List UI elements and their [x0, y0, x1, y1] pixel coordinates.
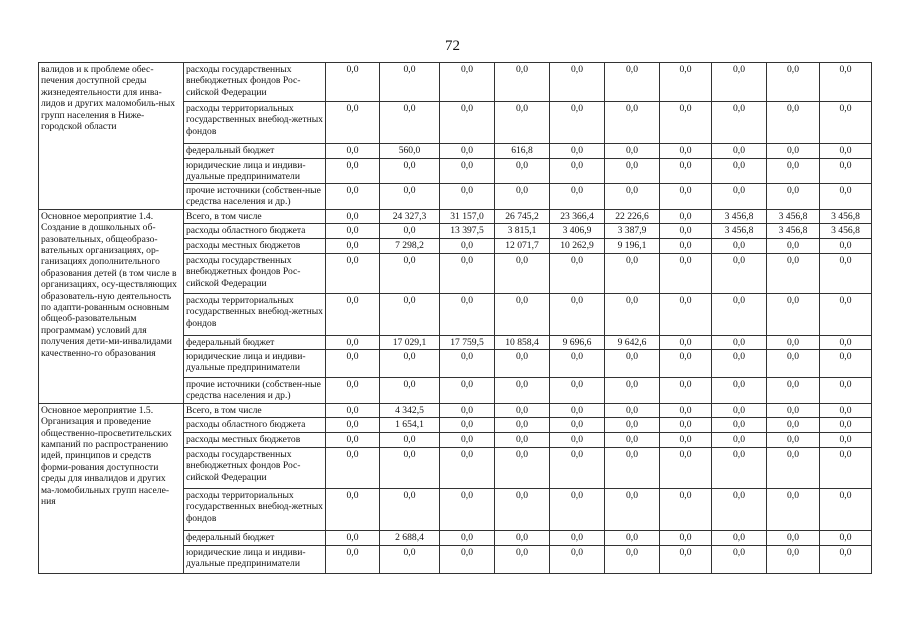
value-cell: 0,0 [550, 183, 605, 209]
value-cell: 0,0 [712, 293, 767, 335]
value-cell: 0,0 [495, 253, 550, 293]
value-cell: 3 456,8 [820, 209, 872, 223]
value-cell: 0,0 [550, 403, 605, 417]
value-cell: 0,0 [712, 349, 767, 377]
value-cell: 17 759,5 [440, 335, 495, 349]
value-cell: 0,0 [712, 335, 767, 349]
value-cell: 0,0 [660, 63, 712, 102]
value-cell: 0,0 [440, 183, 495, 209]
value-cell: 0,0 [440, 377, 495, 403]
value-cell: 0,0 [820, 238, 872, 253]
value-cell: 0,0 [326, 432, 380, 447]
value-cell: 0,0 [380, 159, 440, 184]
value-cell: 23 366,4 [550, 209, 605, 223]
value-cell: 3 456,8 [767, 223, 820, 238]
value-cell: 0,0 [495, 447, 550, 488]
value-cell: 0,0 [495, 377, 550, 403]
value-cell: 0,0 [550, 447, 605, 488]
value-cell: 0,0 [605, 144, 660, 159]
value-cell: 0,0 [495, 403, 550, 417]
value-cell: 0,0 [495, 530, 550, 545]
value-cell: 0,0 [660, 293, 712, 335]
value-cell: 12 071,7 [495, 238, 550, 253]
value-cell: 3 456,8 [712, 209, 767, 223]
value-cell: 0,0 [712, 545, 767, 573]
value-cell: 0,0 [767, 238, 820, 253]
value-cell: 0,0 [820, 545, 872, 573]
value-cell: 0,0 [440, 417, 495, 432]
value-cell: 0,0 [326, 530, 380, 545]
value-cell: 0,0 [660, 432, 712, 447]
funding-source: Всего, в том числе [184, 209, 326, 223]
value-cell: 0,0 [550, 63, 605, 102]
value-cell: 0,0 [440, 253, 495, 293]
value-cell: 0,0 [712, 488, 767, 530]
value-cell: 22 226,6 [605, 209, 660, 223]
value-cell: 0,0 [605, 63, 660, 102]
value-cell: 0,0 [380, 432, 440, 447]
funding-source: юридические лица и индиви-дуальные предприниматели [184, 349, 326, 377]
value-cell: 13 397,5 [440, 223, 495, 238]
funding-source: расходы государственных внебюджетных фондов Рос-сийской Федерации [184, 253, 326, 293]
value-cell: 0,0 [380, 377, 440, 403]
value-cell: 0,0 [326, 238, 380, 253]
value-cell: 0,0 [550, 253, 605, 293]
value-cell: 0,0 [605, 488, 660, 530]
value-cell: 0,0 [820, 159, 872, 184]
value-cell: 0,0 [380, 63, 440, 102]
value-cell: 0,0 [495, 545, 550, 573]
value-cell: 0,0 [440, 63, 495, 102]
value-cell: 0,0 [326, 253, 380, 293]
value-cell: 0,0 [660, 377, 712, 403]
value-cell: 0,0 [820, 144, 872, 159]
value-cell: 0,0 [712, 144, 767, 159]
value-cell: 0,0 [326, 488, 380, 530]
value-cell: 0,0 [820, 102, 872, 144]
value-cell: 0,0 [605, 293, 660, 335]
value-cell: 0,0 [605, 102, 660, 144]
value-cell: 0,0 [495, 293, 550, 335]
value-cell: 0,0 [767, 403, 820, 417]
value-cell: 0,0 [660, 403, 712, 417]
value-cell: 10 262,9 [550, 238, 605, 253]
value-cell: 26 745,2 [495, 209, 550, 223]
value-cell: 0,0 [605, 447, 660, 488]
value-cell: 0,0 [326, 159, 380, 184]
value-cell: 0,0 [380, 447, 440, 488]
value-cell: 24 327,3 [380, 209, 440, 223]
value-cell: 0,0 [660, 223, 712, 238]
value-cell: 0,0 [550, 545, 605, 573]
value-cell: 3 815,1 [495, 223, 550, 238]
value-cell: 0,0 [605, 530, 660, 545]
value-cell: 3 387,9 [605, 223, 660, 238]
value-cell: 0,0 [440, 488, 495, 530]
value-cell: 0,0 [767, 488, 820, 530]
funding-source: юридические лица и индиви-дуальные предприниматели [184, 159, 326, 184]
value-cell: 0,0 [326, 183, 380, 209]
value-cell: 0,0 [440, 159, 495, 184]
value-cell: 0,0 [767, 349, 820, 377]
value-cell: 4 342,5 [380, 403, 440, 417]
value-cell: 0,0 [440, 238, 495, 253]
value-cell: 3 456,8 [767, 209, 820, 223]
value-cell: 3 406,9 [550, 223, 605, 238]
table-body [39, 63, 872, 574]
value-cell: 17 029,1 [380, 335, 440, 349]
value-cell: 0,0 [767, 102, 820, 144]
value-cell: 0,0 [820, 349, 872, 377]
value-cell: 0,0 [380, 349, 440, 377]
value-cell: 0,0 [550, 432, 605, 447]
value-cell: 0,0 [326, 209, 380, 223]
value-cell: 0,0 [495, 417, 550, 432]
value-cell: 0,0 [550, 293, 605, 335]
value-cell: 0,0 [495, 159, 550, 184]
value-cell: 0,0 [660, 159, 712, 184]
activity-description: Основное мероприятие 1.4. Создание в дошкольных об-разовательных, общеобразо-вательных организациях, ор-ганизациях дополнительного образования детей (в том числе в организациях, осу-ществляющих образователь-ную деятельность по адапти-рованным основным общеоб-разовательным программам) условий для получения дети-ми-инвалидами качественно-го образования [39, 209, 184, 403]
value-cell: 0,0 [767, 63, 820, 102]
value-cell: 0,0 [660, 144, 712, 159]
value-cell: 0,0 [326, 403, 380, 417]
value-cell: 0,0 [820, 403, 872, 417]
value-cell: 0,0 [660, 253, 712, 293]
value-cell: 9 642,6 [605, 335, 660, 349]
value-cell: 0,0 [440, 144, 495, 159]
value-cell: 0,0 [440, 102, 495, 144]
value-cell: 0,0 [712, 63, 767, 102]
value-cell: 0,0 [440, 530, 495, 545]
value-cell: 0,0 [605, 417, 660, 432]
value-cell: 0,0 [820, 447, 872, 488]
value-cell: 0,0 [550, 530, 605, 545]
budget-table [38, 62, 872, 574]
value-cell: 0,0 [605, 253, 660, 293]
value-cell: 0,0 [380, 253, 440, 293]
value-cell: 0,0 [767, 447, 820, 488]
value-cell: 0,0 [550, 159, 605, 184]
funding-source: расходы местных бюджетов [184, 238, 326, 253]
value-cell: 0,0 [660, 335, 712, 349]
funding-source: прочие источники (собствен-ные средства населения и др.) [184, 183, 326, 209]
value-cell: 0,0 [712, 377, 767, 403]
value-cell: 0,0 [712, 183, 767, 209]
value-cell: 0,0 [660, 209, 712, 223]
value-cell: 2 688,4 [380, 530, 440, 545]
value-cell: 0,0 [326, 349, 380, 377]
value-cell: 1 654,1 [380, 417, 440, 432]
value-cell: 0,0 [326, 144, 380, 159]
activity-description: валидов и к проблеме обес-печения доступной среды жизнедеятельности для инва-лидов и других маломобиль-ных групп населения в Ниже-городской области [39, 63, 184, 210]
funding-source: федеральный бюджет [184, 530, 326, 545]
value-cell: 0,0 [440, 545, 495, 573]
value-cell: 0,0 [605, 159, 660, 184]
value-cell: 0,0 [660, 530, 712, 545]
value-cell: 0,0 [767, 144, 820, 159]
value-cell: 0,0 [326, 417, 380, 432]
value-cell: 9 696,6 [550, 335, 605, 349]
value-cell: 0,0 [712, 238, 767, 253]
funding-source: юридические лица и индиви-дуальные предприниматели [184, 545, 326, 573]
value-cell: 0,0 [550, 349, 605, 377]
value-cell: 0,0 [660, 102, 712, 144]
funding-source: расходы местных бюджетов [184, 432, 326, 447]
activity-description: Основное мероприятие 1.5. Организация и проведение общественно-просветительских кампаний по распространению идей, принципов и средств форми-рования доступности среды для инвалидов и других ма-ломобильных групп населе-ния [39, 403, 184, 573]
value-cell: 0,0 [820, 63, 872, 102]
value-cell: 0,0 [712, 417, 767, 432]
value-cell: 0,0 [712, 403, 767, 417]
value-cell: 0,0 [660, 238, 712, 253]
value-cell: 0,0 [820, 417, 872, 432]
value-cell: 0,0 [326, 377, 380, 403]
funding-source: федеральный бюджет [184, 335, 326, 349]
value-cell: 0,0 [605, 432, 660, 447]
value-cell: 3 456,8 [820, 223, 872, 238]
value-cell: 0,0 [712, 253, 767, 293]
value-cell: 0,0 [820, 377, 872, 403]
value-cell: 0,0 [767, 293, 820, 335]
value-cell: 0,0 [326, 102, 380, 144]
value-cell: 0,0 [380, 102, 440, 144]
value-cell: 10 858,4 [495, 335, 550, 349]
value-cell: 0,0 [605, 349, 660, 377]
value-cell: 0,0 [820, 530, 872, 545]
value-cell: 0,0 [660, 417, 712, 432]
value-cell: 0,0 [326, 447, 380, 488]
value-cell: 0,0 [550, 102, 605, 144]
value-cell: 3 456,8 [712, 223, 767, 238]
value-cell: 0,0 [495, 432, 550, 447]
funding-source: расходы областного бюджета [184, 223, 326, 238]
value-cell: 0,0 [712, 102, 767, 144]
funding-source: прочие источники (собствен-ные средства населения и др.) [184, 377, 326, 403]
value-cell: 0,0 [380, 223, 440, 238]
value-cell: 0,0 [495, 349, 550, 377]
value-cell: 0,0 [660, 349, 712, 377]
value-cell: 0,0 [380, 183, 440, 209]
value-cell: 0,0 [380, 293, 440, 335]
value-cell: 0,0 [767, 253, 820, 293]
value-cell: 0,0 [326, 545, 380, 573]
funding-source: расходы государственных внебюджетных фондов Рос-сийской Федерации [184, 63, 326, 102]
value-cell: 0,0 [767, 335, 820, 349]
value-cell: 0,0 [712, 159, 767, 184]
value-cell: 7 298,2 [380, 238, 440, 253]
value-cell: 0,0 [495, 183, 550, 209]
value-cell: 0,0 [326, 223, 380, 238]
value-cell: 0,0 [440, 403, 495, 417]
value-cell: 0,0 [440, 432, 495, 447]
value-cell: 0,0 [820, 488, 872, 530]
table-row [39, 403, 872, 417]
funding-source: расходы территориальных государственных внебюд-жетных фондов [184, 102, 326, 144]
value-cell: 560,0 [380, 144, 440, 159]
value-cell: 0,0 [712, 530, 767, 545]
value-cell: 0,0 [660, 183, 712, 209]
value-cell: 0,0 [550, 377, 605, 403]
value-cell: 0,0 [767, 159, 820, 184]
value-cell: 0,0 [820, 183, 872, 209]
value-cell: 9 196,1 [605, 238, 660, 253]
funding-source: расходы государственных внебюджетных фондов Рос-сийской Федерации [184, 447, 326, 488]
value-cell: 0,0 [767, 432, 820, 447]
value-cell: 0,0 [767, 183, 820, 209]
value-cell: 0,0 [380, 488, 440, 530]
value-cell: 0,0 [767, 377, 820, 403]
value-cell: 31 157,0 [440, 209, 495, 223]
value-cell: 0,0 [820, 293, 872, 335]
value-cell: 0,0 [495, 488, 550, 530]
value-cell: 616,8 [495, 144, 550, 159]
value-cell: 0,0 [767, 530, 820, 545]
value-cell: 0,0 [550, 144, 605, 159]
value-cell: 0,0 [767, 417, 820, 432]
value-cell: 0,0 [440, 293, 495, 335]
table-row [39, 63, 872, 102]
value-cell: 0,0 [326, 293, 380, 335]
value-cell: 0,0 [712, 432, 767, 447]
value-cell: 0,0 [380, 545, 440, 573]
funding-source: расходы областного бюджета [184, 417, 326, 432]
funding-source: федеральный бюджет [184, 144, 326, 159]
value-cell: 0,0 [660, 545, 712, 573]
value-cell: 0,0 [767, 545, 820, 573]
value-cell: 0,0 [440, 349, 495, 377]
value-cell: 0,0 [550, 488, 605, 530]
page-number: 72 [445, 38, 460, 54]
value-cell: 0,0 [495, 63, 550, 102]
value-cell: 0,0 [605, 183, 660, 209]
value-cell: 0,0 [712, 447, 767, 488]
value-cell: 0,0 [660, 488, 712, 530]
value-cell: 0,0 [605, 403, 660, 417]
value-cell: 0,0 [820, 335, 872, 349]
value-cell: 0,0 [820, 432, 872, 447]
value-cell: 0,0 [605, 377, 660, 403]
value-cell: 0,0 [820, 253, 872, 293]
value-cell: 0,0 [660, 447, 712, 488]
value-cell: 0,0 [326, 63, 380, 102]
table-row [39, 209, 872, 223]
value-cell: 0,0 [440, 447, 495, 488]
funding-source: расходы территориальных государственных внебюд-жетных фондов [184, 293, 326, 335]
value-cell: 0,0 [326, 335, 380, 349]
funding-source: Всего, в том числе [184, 403, 326, 417]
value-cell: 0,0 [605, 545, 660, 573]
value-cell: 0,0 [550, 417, 605, 432]
value-cell: 0,0 [495, 102, 550, 144]
funding-source: расходы территориальных государственных внебюд-жетных фондов [184, 488, 326, 530]
